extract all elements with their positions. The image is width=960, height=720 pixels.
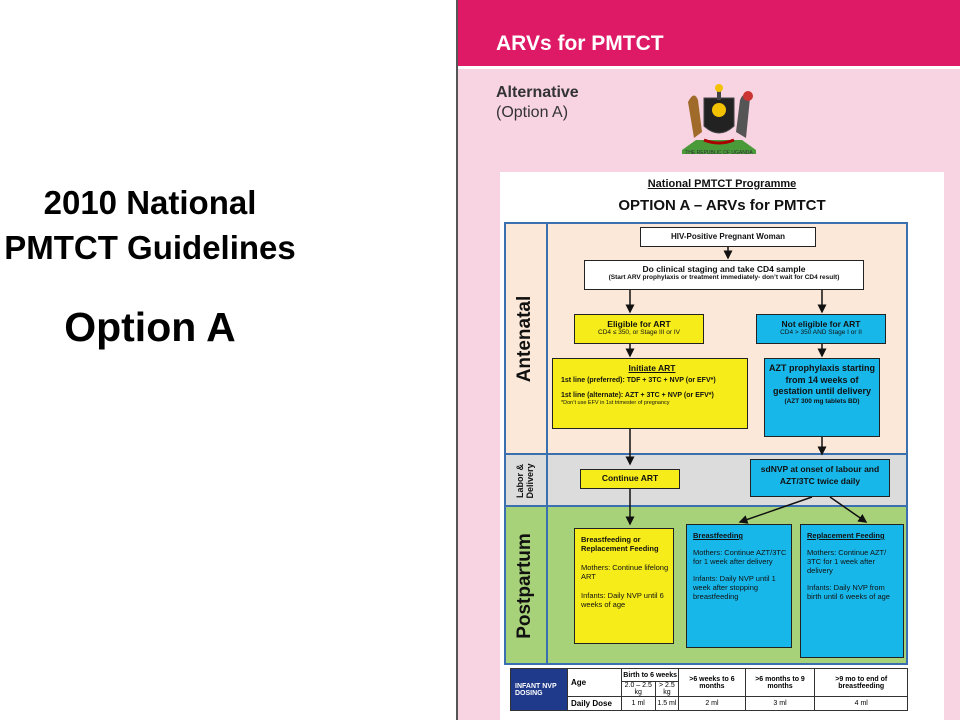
- replacement-feeding-box: [800, 524, 904, 658]
- initiate-note: *Don’t use EFV in 1st trimester of pregnancy: [561, 399, 670, 406]
- crest-caption: THE REPUBLIC OF UGANDA: [685, 150, 753, 156]
- antenatal-label: Antenatal: [514, 295, 535, 382]
- infant-nvp-dosing-table: [510, 668, 908, 720]
- weight-2-25: 2.0 – 2.5 kg: [622, 682, 656, 697]
- slide-title-block: [0, 180, 300, 351]
- pmtct-flowchart: [500, 172, 944, 720]
- page-header-title: ARVs for PMTCT: [496, 32, 664, 55]
- dose-4: 3 ml: [745, 697, 815, 711]
- clinical-staging-box: [584, 260, 864, 290]
- guideline-page: [456, 0, 960, 720]
- rf-title: Replacement Feeding: [807, 531, 885, 540]
- arrow-sdnvp-to-breastfeeding: [740, 497, 812, 522]
- sdnvp-box: sdNVP at onset of labour and AZT/3TC twice daily: [750, 459, 890, 497]
- title-line-2: PMTCT Guidelines: [4, 229, 296, 266]
- col-9m-end: >9 mo to end of breastfeeding: [815, 669, 908, 697]
- bf-or-replacement-box: [574, 528, 674, 644]
- initiate-art-box: [552, 358, 748, 429]
- alternative-subtitle: (Option A): [496, 104, 569, 121]
- uganda-coat-of-arms-icon: [674, 80, 764, 160]
- initiate-line1: 1st line (preferred): TDF + 3TC + NVP (or EFV*): [561, 377, 716, 385]
- rf-infants: Infants: Daily NVP from birth until 6 weeks of age: [807, 583, 890, 601]
- initiate-title: Initiate ART: [628, 363, 676, 373]
- col-6w-6m: >6 weeks to 6 months: [679, 669, 745, 697]
- bf-or-title: Breastfeeding or Replacement Feeding: [581, 535, 659, 553]
- eligible-art-box: [574, 314, 704, 344]
- dose-2: 1.5 ml: [655, 697, 679, 711]
- dosing-label: INFANT NVP DOSING: [511, 669, 568, 711]
- azt-title: AZT prophylaxis starting from 14 weeks of gestation until delivery: [769, 363, 876, 397]
- labor-label-line1: Labor &: [515, 464, 525, 499]
- title-line-1: 2010 National: [43, 184, 257, 221]
- weight-gt-25: > 2.5 kg: [655, 682, 679, 697]
- dose-3: 2 ml: [679, 697, 745, 711]
- col-6m-9m: >6 months to 9 months: [745, 669, 815, 697]
- bf-mothers: Mothers: Continue AZT/3TC for 1 week after delivery: [693, 548, 787, 566]
- programme-label: National PMTCT Programme: [647, 178, 797, 190]
- page-header-bar: [458, 0, 960, 69]
- bf-or-mothers: Mothers: Continue lifelong ART: [581, 563, 669, 581]
- eligible-title: Eligible for ART: [607, 319, 671, 329]
- not-eligible-art-box: [756, 314, 886, 344]
- eligible-criteria: CD4 ≤ 350, or Stage III or IV: [598, 329, 680, 337]
- postpartum-label: Postpartum: [514, 533, 535, 639]
- bf-or-infants: Infants: Daily NVP until 6 weeks of age: [581, 591, 664, 609]
- dose-5: 4 ml: [815, 697, 908, 711]
- dose-1: 1 ml: [622, 697, 656, 711]
- arrow-sdnvp-to-replacement: [830, 497, 866, 522]
- birth-to-6-weeks: Birth to 6 weeks: [622, 669, 679, 682]
- daily-dose-header: Daily Dose: [568, 697, 622, 711]
- hiv-positive-box: HIV-Positive Pregnant Woman: [640, 227, 816, 247]
- option-title: Option A: [64, 304, 236, 350]
- continue-art-box: Continue ART: [580, 469, 680, 489]
- age-header: Age: [568, 669, 622, 697]
- rf-mothers: Mothers: Continue AZT/ 3TC for 1 week after delivery: [807, 548, 887, 575]
- azt-prophylaxis-box: [764, 358, 880, 437]
- noteligible-criteria: CD4 > 350 AND Stage I or II: [780, 329, 862, 337]
- bf-infants: Infants: Daily NVP until 1 week after stopping breastfeeding: [693, 574, 776, 601]
- bf-title: Breastfeeding: [693, 531, 744, 540]
- labor-label-line2: Delivery: [525, 463, 535, 499]
- noteligible-title: Not eligible for ART: [781, 319, 861, 329]
- initiate-line2: 1st line (alternate): AZT + 3TC + NVP (or EFV*): [561, 391, 714, 399]
- azt-subtitle: (AZT 300 mg tablets BD): [784, 398, 860, 406]
- alternative-title: Alternative: [496, 84, 579, 101]
- staging-subtitle: (Start ARV prophylaxis or treatment immediately- don’t wait for CD4 result): [608, 274, 840, 282]
- breastfeeding-box: [686, 524, 792, 648]
- flowchart-title: OPTION A – ARVs for PMTCT: [618, 197, 826, 214]
- staging-title: Do clinical staging and take CD4 sample: [642, 264, 806, 274]
